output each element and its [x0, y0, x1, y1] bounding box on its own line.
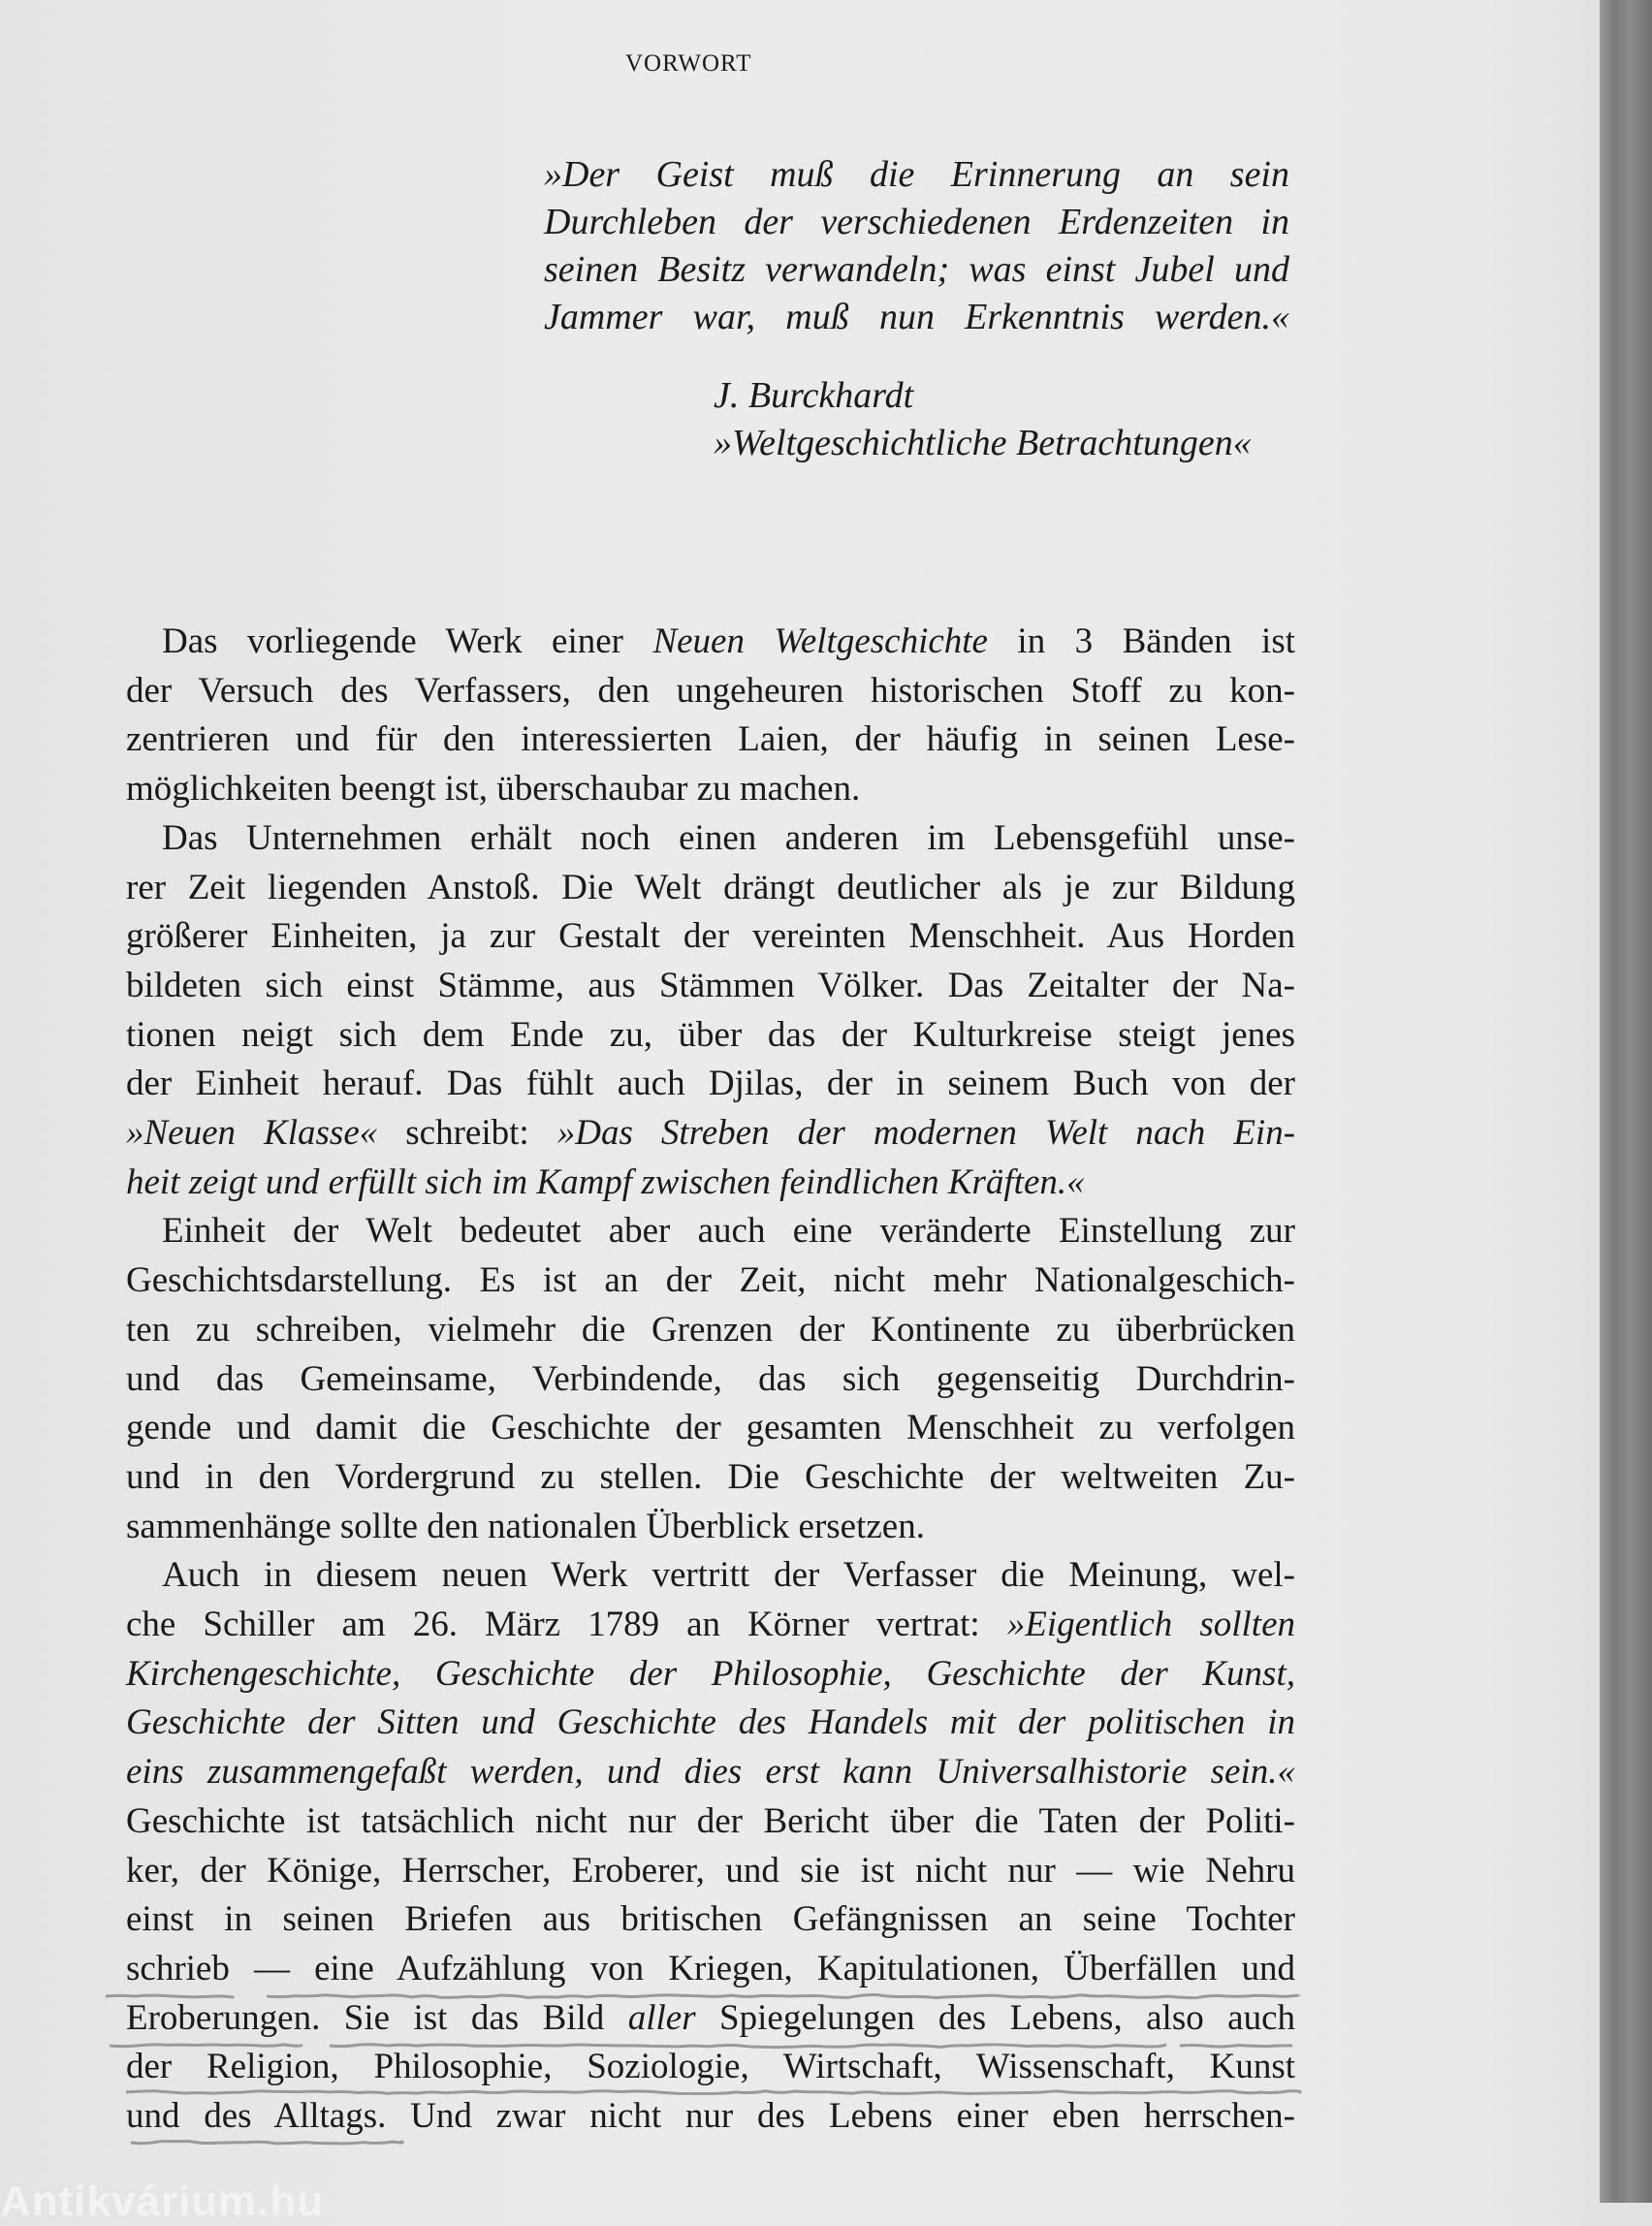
italic-text: »Das Streben der modernen Welt nach Ein-: [556, 1113, 1296, 1153]
text-span: ten zu schreiben, vielmehr die Grenzen der Kontinente zu überbrücken: [126, 1309, 1295, 1350]
text-line: [126, 814, 1295, 864]
text-span: der Einheit herauf. Das fühlt auch Djilas, der in seinem Buch von der: [126, 1064, 1295, 1104]
text-line: [126, 2043, 1295, 2092]
text-line: [126, 1207, 1295, 1256]
text-line: [126, 1994, 1295, 2044]
text-line: [126, 1601, 1295, 1650]
text-span: che Schiller am 26. März 1789 an Körner vertrat:: [126, 1605, 1007, 1644]
italic-text: Kirchengeschichte, Geschichte der Philosophie, Geschichte der Kunst,: [126, 1653, 1295, 1694]
text-line: [126, 1109, 1295, 1159]
text-span: bildeten sich einst Stämme, aus Stämmen Völker. Das Zeitalter der Na-: [126, 965, 1295, 1005]
text-line: [126, 1011, 1295, 1061]
text-span: Auch in diesem neuen Werk vertritt der Verfasser die Meinung, wel-: [162, 1555, 1295, 1596]
text-line: [126, 864, 1295, 913]
text-span: Eroberungen. Sie ist das Bild: [126, 1997, 628, 2038]
text-line: [126, 1650, 1295, 1700]
text-span: Geschichtsdarstellung. Es ist an der Zeit, nicht mehr Nationalgeschich-: [126, 1260, 1295, 1301]
text-span: einst in seinen Briefen aus britischen Gefängnissen an seine Tochter: [126, 1899, 1295, 1940]
italic-text: aller: [627, 1997, 696, 2038]
italic-text: »Neuen Klasse«: [126, 1113, 378, 1153]
text-line: [126, 1355, 1295, 1405]
text-span: tionen neigt sich dem Ende zu, über das der Kulturkreise steigt jenes: [126, 1014, 1295, 1055]
text-span: Das Unternehmen erhält noch einen anderen im Lebensgefühl unse-: [162, 817, 1295, 858]
text-line: [126, 1404, 1295, 1453]
text-line: [126, 962, 1295, 1011]
chapter-heading: VORWORT: [625, 50, 752, 77]
text-span: schreibt:: [377, 1113, 557, 1153]
text-span: rer Zeit liegenden Anstoß. Die Welt drängt deutlicher als je zur Bildung: [126, 867, 1295, 907]
text-span: in 3 Bänden ist: [987, 621, 1296, 661]
text-span: schrieb — eine Aufzählung von Kriegen, Kapitulationen, Überfällen und: [126, 1948, 1295, 1988]
text-span: und in den Vordergrund zu stellen. Die Geschichte der weltweiten Zu-: [126, 1456, 1295, 1497]
text-span: und des Alltags. Und zwar nicht nur des Lebens einer eben herrschen-: [126, 2096, 1295, 2136]
pencil-underline: [131, 2142, 402, 2144]
text-line: [126, 1748, 1295, 1797]
epigraph-line: »Der Geist muß die Erinnerung an sein: [544, 154, 1289, 195]
text-line: [126, 1895, 1295, 1945]
epigraph-line: Durchleben der verschiedenen Erdenzeiten in: [544, 202, 1289, 242]
text-line: [126, 1847, 1295, 1896]
text-line: [126, 1256, 1295, 1306]
text-span: der Religion, Philosophie, Soziologie, Wirtschaft, Wissenschaft, Kunst: [126, 2047, 1295, 2087]
text-line: [126, 1551, 1295, 1601]
epigraph-line: Jammer war, muß nun Erkenntnis werden.«: [544, 297, 1289, 337]
text-span: zentrieren und für den interessierten Laien, der häufig in seinen Lese-: [126, 719, 1295, 760]
text-line: [126, 912, 1295, 962]
italic-text: Geschichte der Sitten und Geschichte des Handels mit der politischen in: [126, 1702, 1295, 1743]
text-line: [126, 667, 1295, 716]
italic-text: eins zusammengefaßt werden, und dies erst kann Universalhistorie sein.«: [126, 1752, 1295, 1793]
epigraph-source: »Weltgeschichtliche Betrachtungen«: [714, 423, 1252, 463]
italic-text: Neuen Weltgeschichte: [652, 621, 988, 661]
text-line: [126, 1060, 1295, 1109]
text-line: [126, 1699, 1295, 1748]
italic-text: »Eigentlich sollten: [1006, 1605, 1295, 1644]
text-span: größerer Einheiten, ja zur Gestalt der vereinten Menschheit. Aus Horden: [126, 916, 1295, 957]
text-line: [126, 1306, 1295, 1355]
book-page-edge: [1600, 0, 1652, 2203]
text-span: möglichkeiten beengt ist, überschaubar zu machen.: [126, 769, 861, 810]
text-line: [126, 1945, 1295, 1994]
text-span: Spiegelungen des Lebens, also auch: [695, 1997, 1295, 2038]
watermark-logo: Antikvárium.hu: [0, 2178, 325, 2225]
text-span: Einheit der Welt bedeutet aber auch eine veränderte Einstellung zur: [162, 1211, 1295, 1252]
text-line: [126, 765, 1295, 814]
text-span: ker, der Könige, Herrscher, Eroberer, und sie ist nicht nur — wie Nehru: [126, 1850, 1295, 1891]
italic-text: heit zeigt und erfüllt sich im Kampf zwischen feindlichen Kräften.«: [126, 1161, 1085, 1202]
text-span: Geschichte ist tatsächlich nicht nur der Bericht über die Taten der Politi-: [126, 1800, 1295, 1841]
text-line: [126, 1159, 1295, 1208]
text-span: sammenhänge sollte den nationalen Überblick ersetzen.: [126, 1506, 925, 1546]
text-line: [126, 1797, 1295, 1847]
epigraph-author: J. Burckhardt: [714, 375, 914, 416]
text-span: gende und damit die Geschichte der gesamten Menschheit zu verfolgen: [126, 1408, 1295, 1448]
text-line: [126, 716, 1295, 765]
text-line: [126, 618, 1295, 667]
text-span: und das Gemeinsame, Verbindende, das sich gegenseitig Durchdrin-: [126, 1358, 1295, 1399]
text-span: Das vorliegende Werk einer: [162, 621, 653, 661]
text-span: der Versuch des Verfassers, den ungeheuren historischen Stoff zu kon-: [126, 670, 1295, 711]
epigraph-line: seinen Besitz verwandeln; was einst Jubel und: [544, 249, 1289, 290]
text-line: [126, 1503, 1295, 1552]
text-line: [126, 1453, 1295, 1503]
text-line: [126, 2092, 1295, 2142]
